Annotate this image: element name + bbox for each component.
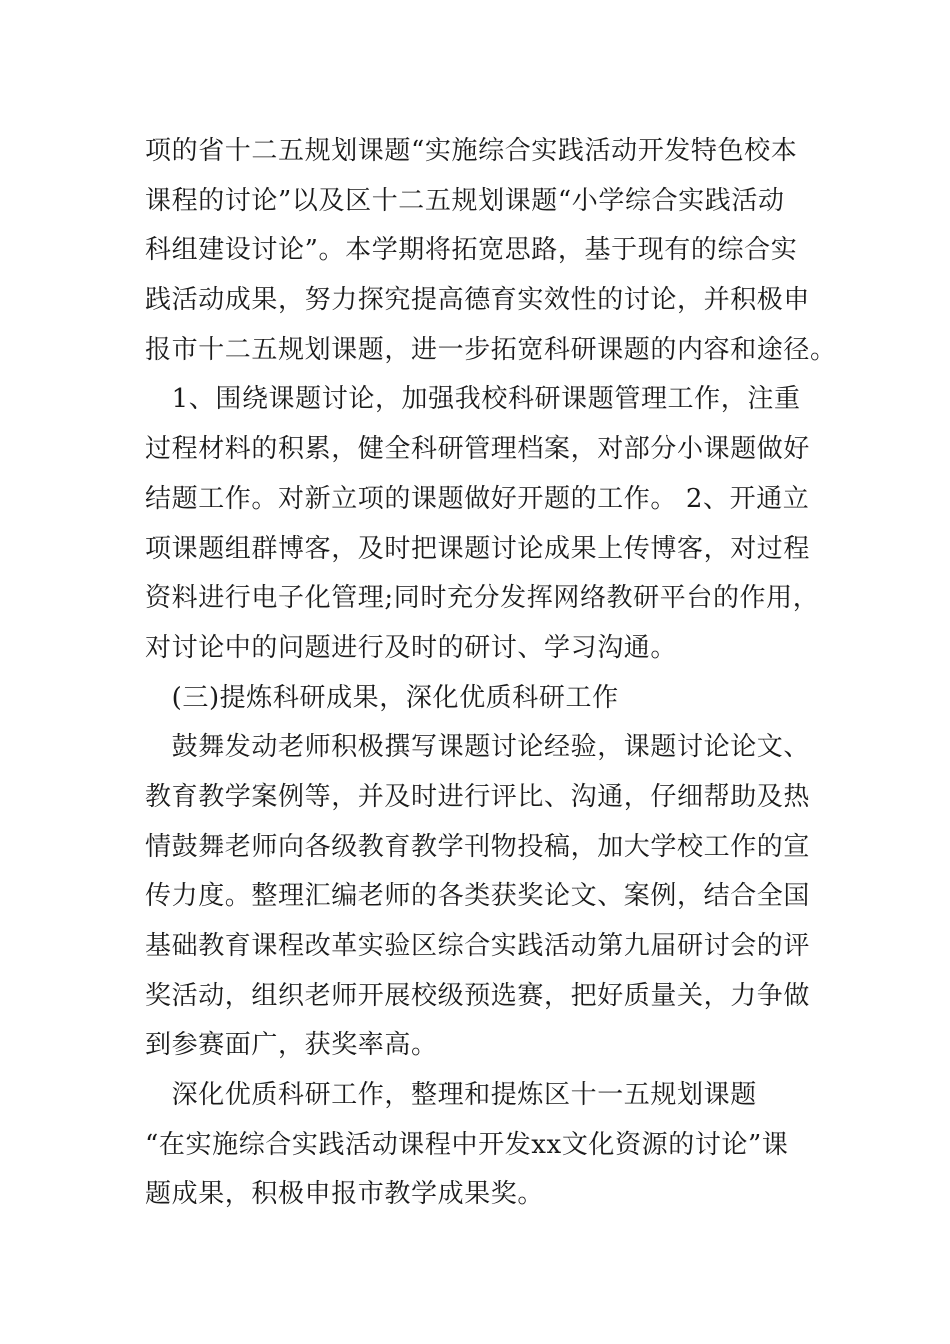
text-line: 情鼓舞老师向各级教育教学刊物投稿，加大学校工作的宣	[145, 831, 811, 862]
text-line: 课程的讨论”以及区十二五规划课题“小学综合实践活动	[145, 185, 785, 216]
text-line: 基础教育课程改革实验区综合实践活动第九届研讨会的评	[145, 931, 811, 961]
text-line: “在实施综合实践活动课程中开发xx文化资源的讨论”课	[145, 1129, 789, 1160]
text-line: 科组建设讨论”。本学期将拓宽思路，基于现有的综合实	[145, 235, 798, 266]
text-line: 鼓舞发动老师积极撰写课题讨论经验，课题讨论论文、	[145, 732, 811, 763]
text-line: 结题工作。对新立项的课题做好开题的工作。 2、开通立	[145, 483, 810, 514]
section-heading: (三)提炼科研成果，深化优质科研工作	[145, 682, 619, 713]
text-line: 对讨论中的问题进行及时的研讨、学习沟通。	[145, 632, 678, 663]
text-line: 资料进行电子化管理;同时充分发挥网络教研平台的作用，	[145, 583, 820, 614]
text-line: 教育教学案例等，并及时进行评比、沟通，仔细帮助及热	[145, 781, 811, 812]
text-line: 深化优质科研工作，整理和提炼区十一五规划课题	[145, 1080, 757, 1111]
text-line: 传力度。整理汇编老师的各类获奖论文、案例，结合全国	[145, 881, 811, 912]
document-body	[145, 127, 835, 1220]
text-line: 项课题组群博客，及时把课题讨论成果上传博客，对过程	[145, 533, 811, 564]
text-line: 题成果，积极申报市教学成果奖。	[145, 1179, 545, 1210]
text-line: 报市十二五规划课题，进一步拓宽科研课题的内容和途径。	[145, 334, 837, 365]
text-line: 奖活动，组织老师开展校级预选赛，把好质量关，力争做	[145, 980, 811, 1011]
text-line: 践活动成果，努力探究提高德育实效性的讨论，并积极申	[145, 285, 811, 316]
text-line: 过程材料的积累，健全科研管理档案，对部分小课题做好	[145, 434, 811, 465]
text-line: 1、围绕课题讨论，加强我校科研课题管理工作，注重	[145, 384, 801, 415]
text-line: 到参赛面广，获奖率高。	[145, 1030, 438, 1061]
text-line: 项的省十二五规划课题“实施综合实践活动开发特色校本	[145, 136, 798, 166]
